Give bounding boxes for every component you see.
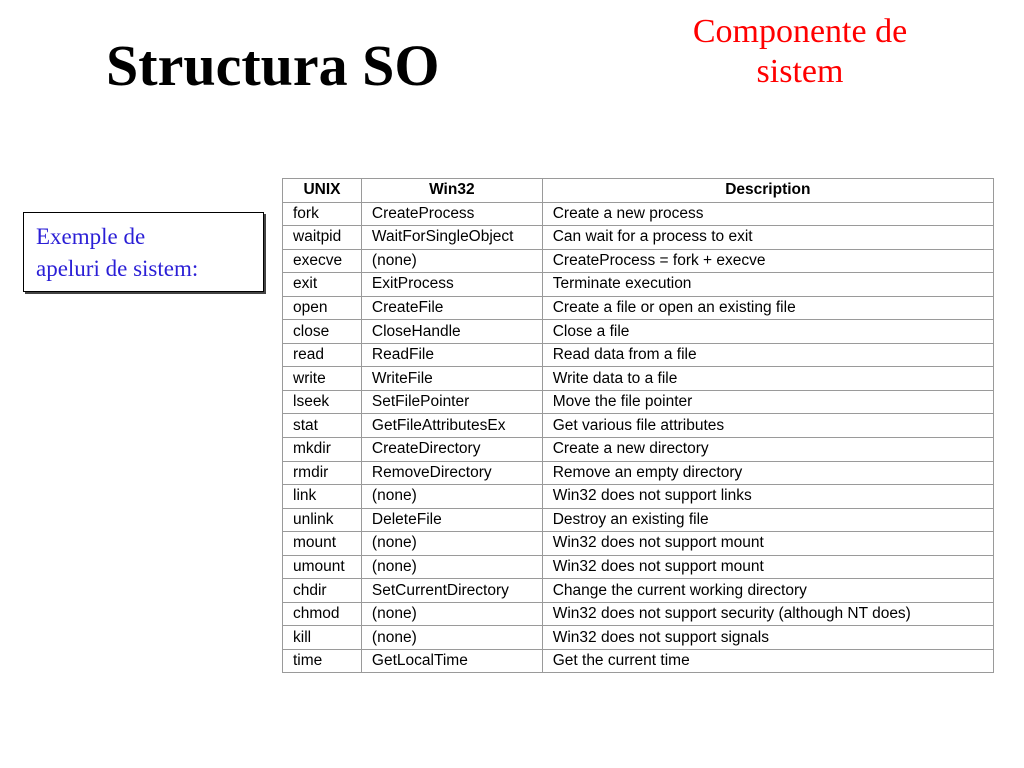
cell-unix: execve	[283, 249, 362, 273]
table-row	[283, 508, 994, 532]
cell-win32: (none)	[361, 485, 542, 509]
table-row	[283, 532, 994, 556]
table-row	[283, 626, 994, 650]
cell-description: Change the current working directory	[542, 579, 993, 603]
table-row	[283, 320, 994, 344]
cell-description: Create a file or open an existing file	[542, 296, 993, 320]
cell-unix: rmdir	[283, 461, 362, 485]
table-row	[283, 414, 994, 438]
table-row	[283, 273, 994, 297]
cell-unix: fork	[283, 202, 362, 226]
system-calls-table	[282, 178, 994, 673]
cell-win32: CreateProcess	[361, 202, 542, 226]
cell-description: Remove an empty directory	[542, 461, 993, 485]
table-body	[283, 202, 994, 673]
cell-unix: mkdir	[283, 438, 362, 462]
table-row	[283, 390, 994, 414]
table-row	[283, 461, 994, 485]
cell-win32: (none)	[361, 532, 542, 556]
cell-description: Win32 does not support signals	[542, 626, 993, 650]
table-header-row	[283, 179, 994, 203]
cell-unix: read	[283, 343, 362, 367]
cell-description: Win32 does not support mount	[542, 532, 993, 556]
cell-win32: SetFilePointer	[361, 390, 542, 414]
cell-description: Get the current time	[542, 649, 993, 673]
header-unix: UNIX	[283, 179, 362, 203]
cell-win32: RemoveDirectory	[361, 461, 542, 485]
table-row	[283, 555, 994, 579]
table-row	[283, 343, 994, 367]
cell-description: Win32 does not support links	[542, 485, 993, 509]
callout-line: Exemple de	[36, 224, 146, 249]
cell-win32: WaitForSingleObject	[361, 226, 542, 250]
cell-win32: CreateFile	[361, 296, 542, 320]
subtitle-line: Componente de	[692, 13, 908, 50]
cell-win32: GetLocalTime	[361, 649, 542, 673]
cell-unix: close	[283, 320, 362, 344]
cell-win32: WriteFile	[361, 367, 542, 391]
cell-unix: link	[283, 485, 362, 509]
cell-unix: chdir	[283, 579, 362, 603]
header-description: Description	[542, 179, 993, 203]
cell-description: Destroy an existing file	[542, 508, 993, 532]
slide-title: Structura SO	[106, 33, 440, 98]
cell-win32: (none)	[361, 602, 542, 626]
header-win32: Win32	[361, 179, 542, 203]
cell-win32: (none)	[361, 249, 542, 273]
table-row	[283, 296, 994, 320]
cell-win32: GetFileAttributesEx	[361, 414, 542, 438]
cell-description: Write data to a file	[542, 367, 993, 391]
cell-win32: (none)	[361, 555, 542, 579]
table-row	[283, 485, 994, 509]
table-row	[283, 249, 994, 273]
callout-box	[23, 212, 264, 292]
cell-description: Terminate execution	[542, 273, 993, 297]
cell-unix: mount	[283, 532, 362, 556]
cell-unix: chmod	[283, 602, 362, 626]
table-row	[283, 202, 994, 226]
table-row	[283, 438, 994, 462]
cell-description: Get various file attributes	[542, 414, 993, 438]
cell-description: Read data from a file	[542, 343, 993, 367]
cell-unix: time	[283, 649, 362, 673]
table-row	[283, 367, 994, 391]
cell-unix: exit	[283, 273, 362, 297]
cell-description: Win32 does not support mount	[542, 555, 993, 579]
cell-win32: ExitProcess	[361, 273, 542, 297]
cell-unix: open	[283, 296, 362, 320]
cell-unix: stat	[283, 414, 362, 438]
cell-win32: (none)	[361, 626, 542, 650]
cell-win32: CloseHandle	[361, 320, 542, 344]
cell-description: Can wait for a process to exit	[542, 226, 993, 250]
cell-description: Close a file	[542, 320, 993, 344]
cell-description: Create a new directory	[542, 438, 993, 462]
table-row	[283, 226, 994, 250]
cell-unix: unlink	[283, 508, 362, 532]
cell-win32: ReadFile	[361, 343, 542, 367]
cell-unix: lseek	[283, 390, 362, 414]
table-row	[283, 649, 994, 673]
cell-description: CreateProcess = fork + execve	[542, 249, 993, 273]
table-row	[283, 602, 994, 626]
cell-unix: umount	[283, 555, 362, 579]
cell-unix: write	[283, 367, 362, 391]
slide-subtitle	[650, 12, 950, 92]
subtitle-line: sistem	[756, 53, 844, 90]
cell-unix: kill	[283, 626, 362, 650]
cell-description: Win32 does not support security (although NT does)	[542, 602, 993, 626]
cell-unix: waitpid	[283, 226, 362, 250]
table-row	[283, 579, 994, 603]
callout-line: apeluri de sistem:	[36, 256, 199, 281]
cell-description: Create a new process	[542, 202, 993, 226]
cell-description: Move the file pointer	[542, 390, 993, 414]
cell-win32: CreateDirectory	[361, 438, 542, 462]
cell-win32: SetCurrentDirectory	[361, 579, 542, 603]
cell-win32: DeleteFile	[361, 508, 542, 532]
